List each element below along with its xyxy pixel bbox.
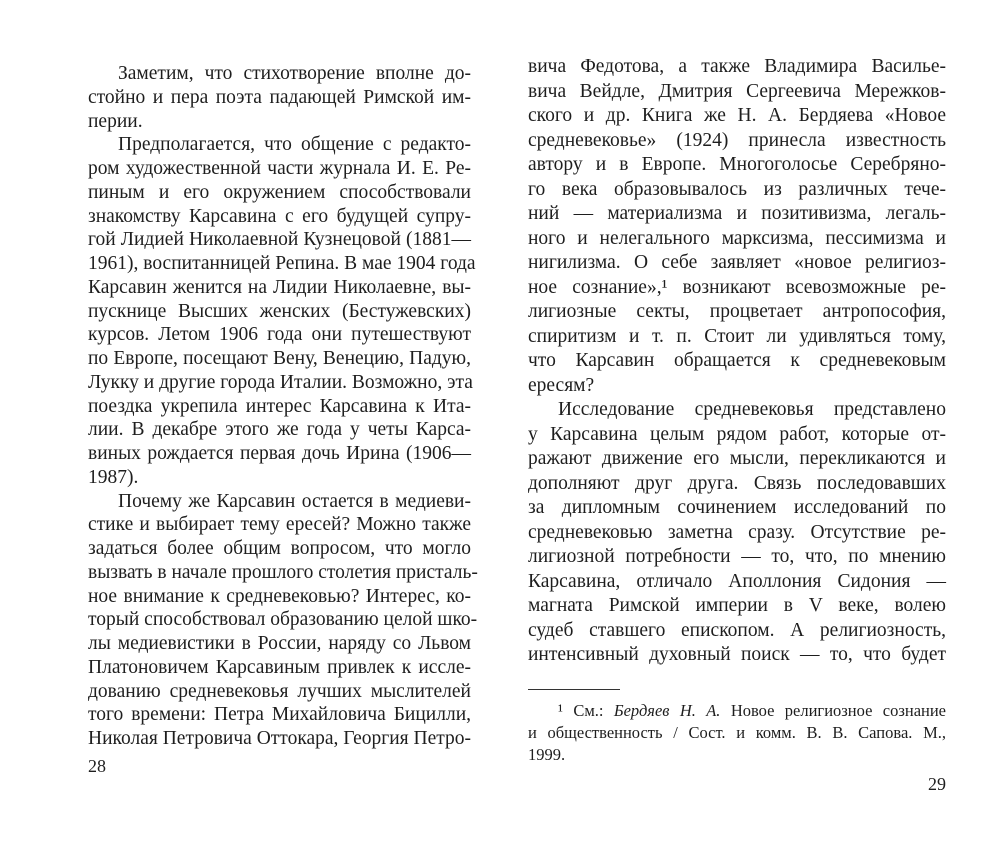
text-line: дополняют друг друга. Связь последовавших xyxy=(528,472,946,494)
text-line: лии. В декабре этого же года у четы Карса- xyxy=(88,419,471,441)
text-line: средневековье» (1924) принесла известность xyxy=(528,129,946,151)
text-line: ное внимание к средневековью? Интерес, ко- xyxy=(88,585,471,607)
right-page-text xyxy=(528,55,946,668)
page-number-left: 28 xyxy=(88,756,106,776)
text-line: того времени: Петра Михайловича Бицилли, xyxy=(88,704,471,726)
text-line: виных рождается первая дочь Ирина (1906— xyxy=(88,443,471,464)
footnote-line: и общественность / Сост. и комм. В. В. Сапова. М., xyxy=(528,723,946,742)
text-line: знакомству Карсавина с его будущей супру- xyxy=(88,205,471,227)
footnote-marker: ¹ См.: xyxy=(558,701,604,720)
footnote xyxy=(528,700,946,766)
text-line: ского и др. Книга же Н. А. Бердяева «Новое xyxy=(528,105,946,126)
text-line: Николая Петровича Оттокара, Георгия Петро- xyxy=(88,728,472,749)
footnote-title: Новое религиозное сознание xyxy=(730,701,947,720)
footnote-line xyxy=(528,700,946,722)
text-line: что Карсавин обращается к средневековым xyxy=(528,350,946,371)
text-line: Платоновичем Карсавиным привлек к иссле- xyxy=(88,656,471,678)
text-line: ное сознание»,¹ возникают всевозможные ре- xyxy=(528,276,946,298)
text-line: ересям? xyxy=(528,374,595,396)
text-line: Исследование средневековья представлено xyxy=(558,399,946,420)
text-line: стике и выбирает тему ересей? Можно также xyxy=(88,514,471,536)
text-line: гой Лидией Николаевной Кузнецовой (1881— xyxy=(88,229,471,251)
text-line: задаться более общим вопросом, что могло xyxy=(88,538,471,559)
text-line: нигилизма. О себе заявляет «новое религиоз- xyxy=(528,252,946,273)
text-line: интенсивный духовный поиск — то, что будет xyxy=(528,644,946,665)
text-line: спиритизм и т. п. Стоит ли удивляться тому, xyxy=(528,325,946,347)
text-line: Почему же Карсавин остается в медиеви- xyxy=(118,490,471,512)
text-line: ний — материализма и позитивизма, легаль- xyxy=(528,203,946,224)
text-line: Заметим, что стихотворение вполне до- xyxy=(118,63,471,84)
text-line: лигиозные секты, процветает антропософия, xyxy=(528,301,946,322)
text-line: перии. xyxy=(88,110,143,132)
text-line: лигиозной потребности — то, что, по мнению xyxy=(528,546,946,567)
text-line: Лукку и другие города Италии. Возможно, эта xyxy=(88,371,473,393)
text-line: го века образовывалось из различных тече- xyxy=(528,178,946,200)
text-line: дованию средневековья лучших мыслителей xyxy=(88,680,471,702)
text-line: пиным и его окружением способствовали xyxy=(88,181,471,203)
text-line: торый способствовал образованию целой шко- xyxy=(88,609,478,631)
text-line: стойно и пера поэта падающей Римской им- xyxy=(88,86,471,108)
footnote-divider xyxy=(528,689,620,690)
text-line: 1987). xyxy=(88,466,139,488)
text-line: Карсавин женится на Лидии Николаевне, вы- xyxy=(88,276,471,298)
text-line: за дипломным сочинением исследований по xyxy=(528,497,946,518)
text-line: вича Федотова, а также Владимира Василье- xyxy=(528,56,946,77)
text-line: вича Вейдле, Дмитрия Сергеевича Мережков- xyxy=(528,80,946,102)
text-line: автору и в Европе. Многоголосье Серебряно- xyxy=(528,154,946,175)
text-line: Предполагается, что общение с редакто- xyxy=(118,134,471,156)
left-page-text xyxy=(88,62,478,751)
text-line: вызвать в начале прошлого столетия присталь- xyxy=(88,561,478,583)
text-line: ражают движение его мысли, перекликаются и xyxy=(528,448,946,469)
footnote-author: Бердяев Н. А. xyxy=(613,701,721,720)
text-line: лы медиевистики в России, наряду со Львом xyxy=(88,633,471,654)
text-line: по Европе, посещают Вену, Венецию, Падую, xyxy=(88,348,471,369)
text-line: Карсавина, отличало Аполлония Сидония — xyxy=(528,570,946,592)
text-line: ного и нелегального марксизма, пессимизма и xyxy=(528,227,946,249)
text-line: у Карсавина целым рядом работ, которые от- xyxy=(528,423,946,445)
text-line: курсов. Летом 1906 года они путешествуют xyxy=(88,324,471,346)
text-line: магната Римской империи в V веке, волею xyxy=(528,595,946,616)
text-line: средневековью заметна сразу. Отсутствие ре- xyxy=(528,521,946,543)
text-line: судеб ставшего епископом. А религиозность, xyxy=(528,619,946,641)
text-line: ром художественной части журнала И. Е. Ре- xyxy=(88,158,471,179)
footnote-line: 1999. xyxy=(528,745,566,764)
text-line: 1961), воспитанницей Репина. В мае 1904 года xyxy=(88,253,476,274)
text-line: поездка укрепила интерес Карсавина к Ита- xyxy=(88,395,471,417)
text-line: пускнице Высших женских (Бестужевских) xyxy=(88,300,471,322)
page-number-right: 29 xyxy=(928,774,946,794)
